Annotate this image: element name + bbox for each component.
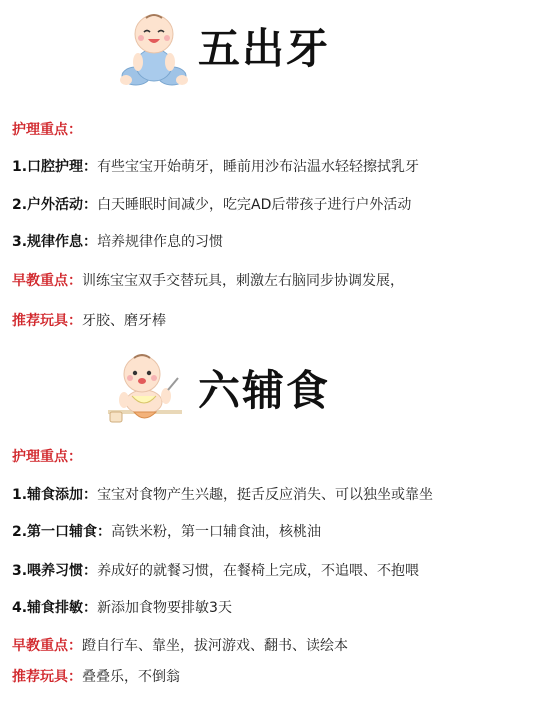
item-label: 2.第一口辅食： xyxy=(12,524,112,540)
baby-sitting-icon xyxy=(118,10,190,90)
early-edu-label: 早教重点： xyxy=(12,273,82,289)
section1-care-heading: 护理重点： xyxy=(12,122,82,138)
toys-label: 推荐玩具： xyxy=(12,313,82,329)
early-edu-label: 早教重点： xyxy=(12,638,82,654)
section1-item-1 xyxy=(12,157,419,177)
item-label: 1.辅食添加： xyxy=(12,487,98,503)
early-edu-text: 训练宝宝双手交替玩具，刺激左右脑同步协调发展， xyxy=(82,273,404,289)
item-label: 2.户外活动： xyxy=(12,197,98,213)
item-text: 白天睡眠时间减少，吃完AD后带孩子进行户外活动 xyxy=(97,197,412,213)
section1-item-3 xyxy=(12,232,223,252)
early-edu-text: 蹬自行车、靠坐，拔河游戏、翻书、读绘本 xyxy=(82,638,348,654)
item-text: 培养规律作息的习惯 xyxy=(97,234,224,250)
section1-header xyxy=(0,0,540,90)
baby-eating-icon xyxy=(104,350,186,430)
section2-early-edu xyxy=(12,636,348,656)
item-label: 3.规律作息： xyxy=(12,234,98,250)
section2-item-4 xyxy=(12,598,232,618)
toys-text: 牙胶、磨牙棒 xyxy=(82,313,166,329)
section1-toys xyxy=(12,311,166,331)
item-text: 宝宝对食物产生兴趣，挺舌反应消失、可以独坐或靠坐 xyxy=(97,487,434,503)
item-text: 新添加食物要排敏3天 xyxy=(97,600,232,616)
section2-care-heading: 护理重点： xyxy=(12,449,82,465)
toys-label: 推荐玩具： xyxy=(12,669,82,685)
section1-early-edu xyxy=(12,271,404,291)
toys-text: 叠叠乐，不倒翁 xyxy=(82,669,180,685)
item-text: 有些宝宝开始萌牙，睡前用沙布沾温水轻轻擦拭乳牙 xyxy=(97,159,420,175)
section1-item-2 xyxy=(12,195,411,215)
section2-item-3 xyxy=(12,561,419,581)
section2-item-2 xyxy=(12,522,321,542)
item-text: 养成好的就餐习惯，在餐椅上完成，不追喂、不抱喂 xyxy=(97,563,420,579)
item-label: 3.喂养习惯： xyxy=(12,563,98,579)
section2-header xyxy=(0,348,540,438)
section2-toys xyxy=(12,667,180,687)
item-label: 1.口腔护理： xyxy=(12,159,98,175)
item-text: 高铁米粉，第一口辅食油，核桃油 xyxy=(111,524,322,540)
section1-title: 五出牙 xyxy=(198,24,331,73)
item-label: 4.辅食排敏： xyxy=(12,600,98,616)
section2-title: 六辅食 xyxy=(198,366,331,415)
section2-item-1 xyxy=(12,485,433,505)
